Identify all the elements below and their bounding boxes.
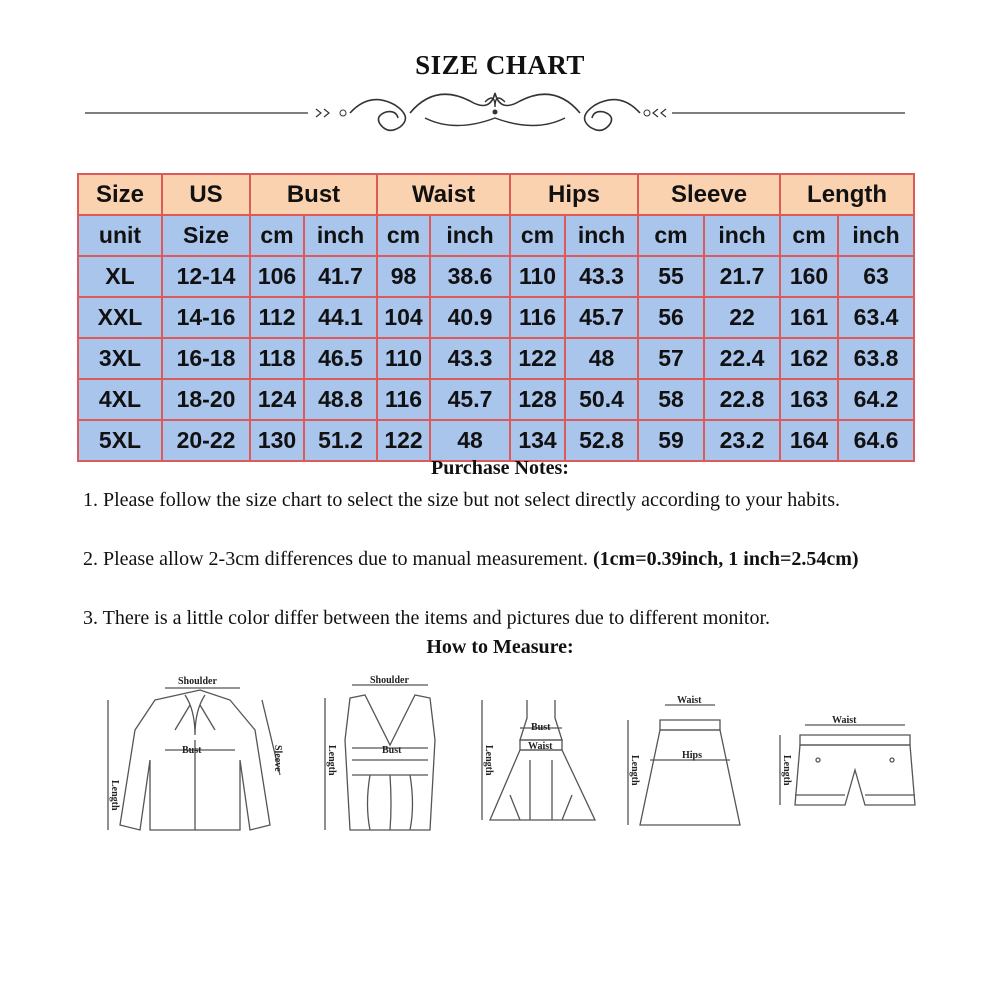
note-1: 1. Please follow the size chart to select the size but not select directly according to your habits. xyxy=(83,489,840,511)
table-unit-cell: cm xyxy=(377,215,430,256)
table-cell: 45.7 xyxy=(565,297,638,338)
dress-diagram xyxy=(482,700,595,820)
table-cell: 12-14 xyxy=(162,256,250,297)
table-cell: 51.2 xyxy=(304,420,377,461)
note-2-text: 2. Please allow 2-3cm differences due to manual measurement. xyxy=(83,548,594,570)
notes-heading: Purchase Notes: xyxy=(431,457,569,479)
table-cell: 63.8 xyxy=(838,338,914,379)
table-header-cell: Size xyxy=(78,174,162,215)
table-cell: 122 xyxy=(377,420,430,461)
table-cell: 63 xyxy=(838,256,914,297)
sleeve-label: Sleeve xyxy=(272,745,283,772)
blouse-diagram xyxy=(108,688,280,830)
table-cell: 124 xyxy=(250,379,304,420)
table-header-cell: US xyxy=(162,174,250,215)
table-row xyxy=(78,256,914,297)
table-cell: 48 xyxy=(565,338,638,379)
table-cell: 45.7 xyxy=(430,379,510,420)
table-cell: 57 xyxy=(638,338,704,379)
length-label-5: Length xyxy=(781,755,792,786)
table-cell: 5XL xyxy=(78,420,162,461)
table-cell: 56 xyxy=(638,297,704,338)
table-cell: 64.6 xyxy=(838,420,914,461)
shoulder-label-1: Shoulder xyxy=(178,676,217,687)
table-cell: 14-16 xyxy=(162,297,250,338)
table-unit-cell: cm xyxy=(510,215,565,256)
table-cell: 46.5 xyxy=(304,338,377,379)
table-row xyxy=(78,338,914,379)
table-cell: 22.4 xyxy=(704,338,780,379)
shoulder-label-2: Shoulder xyxy=(370,675,409,686)
table-cell: 59 xyxy=(638,420,704,461)
table-unit-cell: inch xyxy=(704,215,780,256)
table-cell: 41.7 xyxy=(304,256,377,297)
table-cell: 134 xyxy=(510,420,565,461)
table-header-cell: Length xyxy=(780,174,914,215)
table-cell: 44.1 xyxy=(304,297,377,338)
table-cell: XXL xyxy=(78,297,162,338)
waist-label-4: Waist xyxy=(677,695,702,706)
table-row xyxy=(78,297,914,338)
ornamental-divider xyxy=(80,88,910,138)
table-cell: 23.2 xyxy=(704,420,780,461)
measure-diagrams xyxy=(90,660,920,860)
table-cell: 21.7 xyxy=(704,256,780,297)
table-cell: 98 xyxy=(377,256,430,297)
table-cell: 43.3 xyxy=(430,338,510,379)
table-cell: 118 xyxy=(250,338,304,379)
tank-diagram xyxy=(325,685,435,830)
skirt-diagram xyxy=(628,705,740,825)
table-cell: 110 xyxy=(510,256,565,297)
waist-label-3: Waist xyxy=(528,741,553,752)
table-header-cell: Hips xyxy=(510,174,638,215)
table-cell: 104 xyxy=(377,297,430,338)
table-cell: 63.4 xyxy=(838,297,914,338)
table-row xyxy=(78,379,914,420)
table-cell: 164 xyxy=(780,420,838,461)
table-cell: 112 xyxy=(250,297,304,338)
table-cell: 58 xyxy=(638,379,704,420)
table-unit-cell: cm xyxy=(638,215,704,256)
table-cell: 110 xyxy=(377,338,430,379)
table-cell: 128 xyxy=(510,379,565,420)
table-cell: 52.8 xyxy=(565,420,638,461)
bust-label-3: Bust xyxy=(531,722,551,733)
table-cell: 163 xyxy=(780,379,838,420)
table-unit-cell: unit xyxy=(78,215,162,256)
table-cell: 18-20 xyxy=(162,379,250,420)
table-row xyxy=(78,420,914,461)
length-label-1: Length xyxy=(109,780,120,811)
table-cell: 106 xyxy=(250,256,304,297)
table-unit-cell: cm xyxy=(780,215,838,256)
page-title: SIZE CHART xyxy=(415,50,585,80)
table-cell: 40.9 xyxy=(430,297,510,338)
table-unit-cell: inch xyxy=(304,215,377,256)
length-label-2: Length xyxy=(326,745,337,776)
table-header-row xyxy=(78,174,914,215)
table-cell: 16-18 xyxy=(162,338,250,379)
table-unit-cell: cm xyxy=(250,215,304,256)
table-unit-cell: inch xyxy=(430,215,510,256)
length-label-3: Length xyxy=(483,745,494,776)
length-label-4: Length xyxy=(629,755,640,786)
table-units-row xyxy=(78,215,914,256)
table-unit-cell: Size xyxy=(162,215,250,256)
shorts-diagram xyxy=(780,725,915,805)
table-cell: 48.8 xyxy=(304,379,377,420)
table-cell: 130 xyxy=(250,420,304,461)
table-cell: 50.4 xyxy=(565,379,638,420)
table-cell: 116 xyxy=(377,379,430,420)
table-cell: 55 xyxy=(638,256,704,297)
table-cell: 162 xyxy=(780,338,838,379)
table-cell: 43.3 xyxy=(565,256,638,297)
table-header-cell: Bust xyxy=(250,174,377,215)
table-cell: 160 xyxy=(780,256,838,297)
measure-heading: How to Measure: xyxy=(426,636,574,658)
bust-label-1: Bust xyxy=(182,745,202,756)
table-cell: 38.6 xyxy=(430,256,510,297)
note-2-conversion: (1cm=0.39inch, 1 inch=2.54cm) xyxy=(593,548,859,570)
table-cell: 161 xyxy=(780,297,838,338)
table-cell: 4XL xyxy=(78,379,162,420)
hips-label: Hips xyxy=(682,750,703,761)
size-table xyxy=(77,173,915,462)
bust-label-2: Bust xyxy=(382,745,402,756)
table-cell: 22.8 xyxy=(704,379,780,420)
table-cell: 3XL xyxy=(78,338,162,379)
waist-label-5: Waist xyxy=(832,715,857,726)
table-cell: 20-22 xyxy=(162,420,250,461)
note-2 xyxy=(83,545,913,574)
table-unit-cell: inch xyxy=(565,215,638,256)
table-cell: 122 xyxy=(510,338,565,379)
table-unit-cell: inch xyxy=(838,215,914,256)
table-header-cell: Sleeve xyxy=(638,174,780,215)
table-header-cell: Waist xyxy=(377,174,510,215)
table-cell: 22 xyxy=(704,297,780,338)
note-3: 3. There is a little color differ between the items and pictures due to different monitor. xyxy=(83,607,771,629)
table-cell: 48 xyxy=(430,420,510,461)
table-cell: 116 xyxy=(510,297,565,338)
table-cell: 64.2 xyxy=(838,379,914,420)
table-cell: XL xyxy=(78,256,162,297)
